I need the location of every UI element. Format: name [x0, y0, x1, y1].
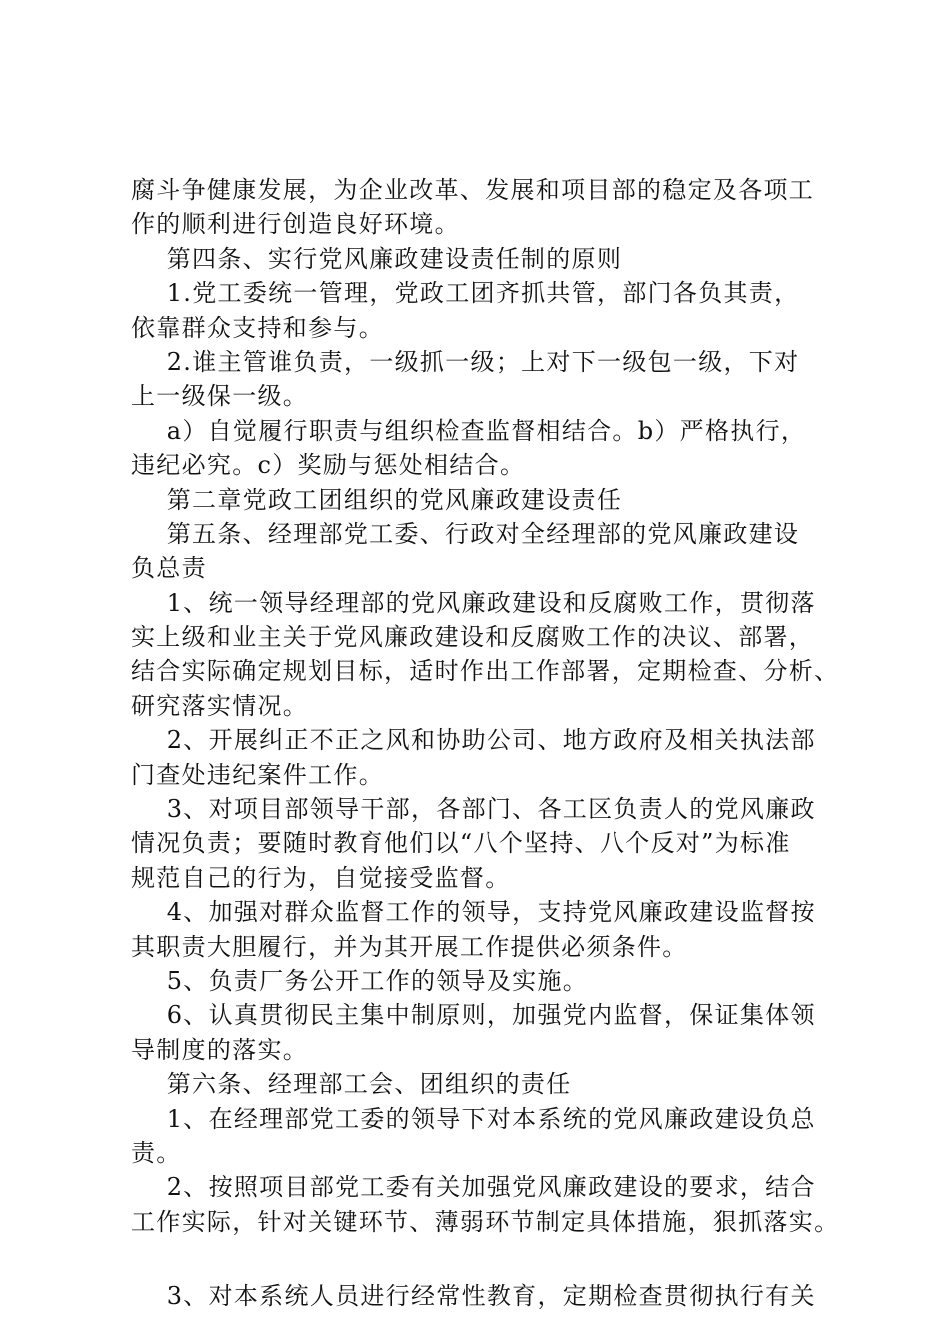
text-line: 实上级和业主关于党风廉政建设和反腐败工作的决议、部署，	[131, 623, 815, 652]
text-line: 3、对本系统人员进行经常性教育，定期检查贯彻执行有关	[131, 1282, 816, 1311]
text-line: 结合实际确定规划目标，适时作出工作部署，定期检查、分析、	[131, 657, 840, 686]
text-line: 1、在经理部党工委的领导下对本系统的党风廉政建设负总	[131, 1104, 816, 1133]
text-line: 2、按照项目部党工委有关加强党风廉政建设的要求，结合	[131, 1173, 816, 1202]
text-line: 上一级保一级。	[131, 382, 309, 411]
text-line: 第五条、经理部党工委、行政对全经理部的党风廉政建设	[131, 519, 800, 548]
text-line: 负总责	[131, 554, 207, 583]
text-line: 门查处违纪案件工作。	[131, 760, 384, 789]
text-line: 情况负责；要随时教育他们以“八个坚持、八个反对”为标准	[131, 829, 791, 858]
text-line: 4、加强对群众监督工作的领导，支持党风廉政建设监督按	[131, 898, 816, 927]
text-line: 研究落实情况。	[131, 691, 309, 720]
paragraph-gap	[131, 1239, 856, 1279]
text-line: 规范自己的行为，自觉接受监督。	[131, 863, 511, 892]
text-line: 工作实际，针对关键环节、薄弱环节制定具体措施，狠抓落实。	[131, 1207, 840, 1236]
text-line: 导制度的落实。	[131, 1035, 309, 1064]
text-line: 2、开展纠正不正之风和协助公司、地方政府及相关执法部	[131, 726, 816, 755]
text-line: 1.党工委统一管理，党政工团齐抓共管，部门各负其责，	[131, 279, 800, 308]
text-line: 依靠群众支持和参与。	[131, 313, 384, 342]
text-line: 3、对项目部领导干部，各部门、各工区负责人的党风廉政	[131, 795, 816, 824]
text-line: 第六条、经理部工会、团组织的责任	[131, 1070, 572, 1099]
text-line: 6、认真贯彻民主集中制原则，加强党内监督，保证集体领	[131, 1001, 816, 1030]
text-line: 作的顺利进行创造良好环境。	[131, 210, 460, 239]
text-line: 2.谁主管谁负责，一级抓一级；上对下一级包一级，下对	[131, 347, 800, 376]
text-line: 违纪必究。c）奖励与惩处相结合。	[131, 451, 526, 480]
text-line: 1、统一领导经理部的党风廉政建设和反腐败工作，贯彻落	[131, 588, 816, 617]
text-line: 第四条、实行党风廉政建设责任制的原则	[131, 244, 623, 273]
document-body	[131, 173, 856, 1314]
text-line: 腐斗争健康发展，为企业改革、发展和项目部的稳定及各项工	[131, 176, 815, 204]
text-line: 第二章党政工团组织的党风廉政建设责任	[131, 485, 623, 514]
text-line: 责。	[131, 1138, 182, 1167]
text-line: a）自觉履行职责与组织检查监督相结合。b）严格执行，	[131, 416, 807, 445]
text-line: 其职责大胆履行，并为其开展工作提供必须条件。	[131, 932, 688, 961]
text-line: 5、负责厂务公开工作的领导及实施。	[131, 966, 589, 995]
